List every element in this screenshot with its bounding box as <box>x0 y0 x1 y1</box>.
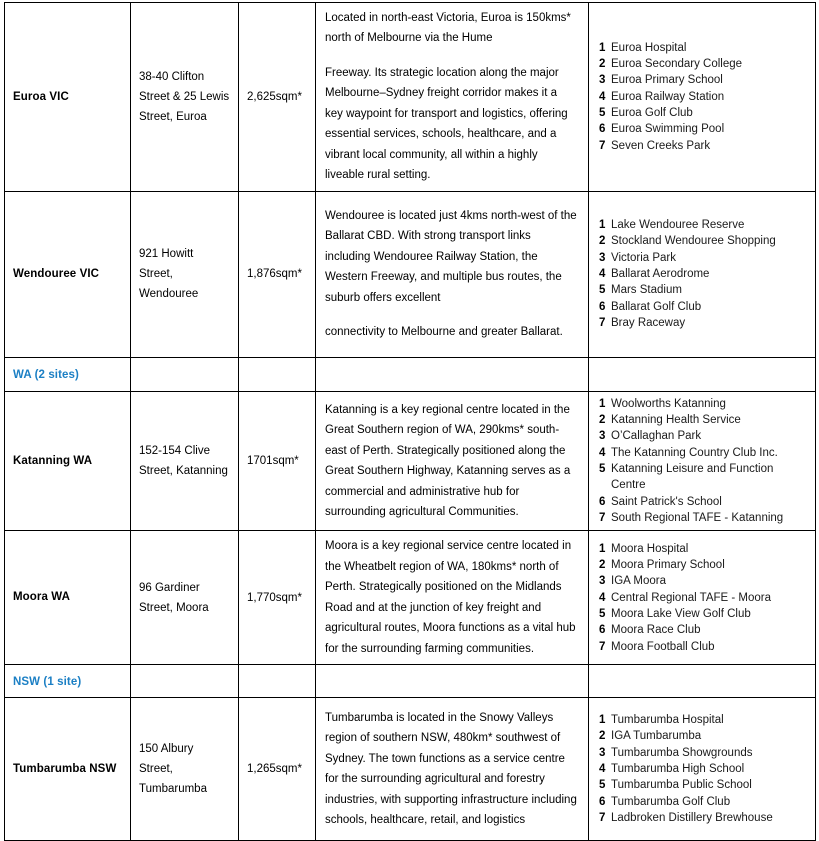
amenity-item: The Katanning Country Club Inc. <box>611 446 778 459</box>
amenity-item: Bray Raceway <box>611 317 686 330</box>
amenity-item: Tumbarumba High School <box>611 763 745 776</box>
site-area: 2,625sqm* <box>247 90 302 103</box>
description-paragraph: Moora is a key regional service centre located in the Wheatbelt region of WA, 180kms* north of Perth. Strategically positioned on the Midlands Road and at the junction of key freight and agricultural routes, Moora functions as a vital hub for the surrounding farming communities. <box>325 540 576 655</box>
section-empty-description <box>316 665 589 698</box>
section-empty-area <box>239 357 316 391</box>
site-area-cell <box>239 698 316 841</box>
site-row <box>5 3 816 192</box>
section-empty-amenities <box>589 665 816 698</box>
site-name: Katanning WA <box>13 454 93 467</box>
site-address-cell <box>131 391 239 531</box>
amenity-item: Woolworths Katanning <box>611 397 726 410</box>
amenities-list <box>589 36 815 158</box>
amenity-item: Central Regional TAFE - Moora <box>611 591 772 604</box>
description-paragraph: Tumbarumba is located in the Snowy Valleys region of southern NSW, 480km* southwest of Sydney. The town functions as a service centre for the surrounding agricultural and forestry industries, with supporting infrastructure including schools, healthcare, retail, and logistics <box>325 711 577 827</box>
amenity-item: Stockland Wendouree Shopping <box>611 235 776 248</box>
amenity-item: Moora Hospital <box>611 542 689 555</box>
amenity-item: IGA Tumbarumba <box>611 730 702 743</box>
amenity-item: IGA Moora <box>611 575 666 588</box>
site-area: 1,265sqm* <box>247 762 302 775</box>
site-address-cell <box>131 191 239 357</box>
site-name-cell <box>5 698 131 841</box>
site-name-cell <box>5 391 131 531</box>
site-row <box>5 698 816 841</box>
site-area: 1,876sqm* <box>247 268 302 281</box>
site-description-cell <box>316 531 589 665</box>
section-empty-amenities <box>589 357 816 391</box>
amenity-item: Euroa Swimming Pool <box>611 123 725 136</box>
section-empty-address <box>131 665 239 698</box>
section-header-cell <box>5 357 131 391</box>
site-description <box>316 3 588 191</box>
description-paragraph: Freeway. Its strategic location along the major Melbourne–Sydney freight corridor makes it a key waypoint for transport and logistics, offering essential services, schools, healthcare, and a vibrant local community, all within a highly liveable rural setting. <box>325 66 568 182</box>
site-address: 921 Howitt Street, Wendouree <box>139 248 199 301</box>
section-empty-address <box>131 357 239 391</box>
site-address: 152-154 Clive Street, Katanning <box>139 444 228 478</box>
amenity-item: Seven Creeks Park <box>611 139 711 152</box>
amenity-item: Moora Primary School <box>611 558 725 571</box>
site-amenities-cell <box>589 191 816 357</box>
site-area-cell <box>239 531 316 665</box>
section-header-row <box>5 357 816 391</box>
section-header-cell <box>5 665 131 698</box>
site-area: 1,770sqm* <box>247 591 302 604</box>
amenity-item: Tumbarumba Golf Club <box>611 795 731 808</box>
amenities-list <box>589 537 815 659</box>
amenity-item: South Regional TAFE - Katanning <box>611 512 784 525</box>
section-header-row <box>5 665 816 698</box>
description-paragraph: connectivity to Melbourne and greater Ballarat. <box>325 326 563 339</box>
amenity-item: Tumbarumba Public School <box>611 779 752 792</box>
site-amenities-cell <box>589 531 816 665</box>
site-name-cell <box>5 531 131 665</box>
site-description-cell <box>316 391 589 531</box>
section-label: NSW (1 site) <box>13 676 82 689</box>
amenity-item: Mars Stadium <box>611 284 682 297</box>
sites-table <box>4 2 816 841</box>
site-description <box>316 703 588 836</box>
amenity-item: Ballarat Aerodrome <box>611 268 710 281</box>
site-address: 150 Albury Street, Tumbarumba <box>139 743 207 796</box>
amenity-item: O’Callaghan Park <box>611 430 702 443</box>
sites-table-body <box>5 3 816 841</box>
amenity-item: Ladbroken Distillery Brewhouse <box>611 812 773 824</box>
amenity-item: Victoria Park <box>611 251 676 264</box>
site-area-cell <box>239 3 316 192</box>
site-amenities-cell <box>589 3 816 192</box>
site-name: Moora WA <box>13 591 71 604</box>
site-row <box>5 391 816 531</box>
site-description <box>316 531 588 664</box>
description-paragraph: Wendouree is located just 4kms north-west of the Ballarat CBD. With strong transport links including Wendouree Railway Station, the Western Freeway, and multiple bus routes, the suburb offers excellent <box>325 209 577 304</box>
site-description-cell <box>316 3 589 192</box>
site-address-cell <box>131 698 239 841</box>
amenity-item: Moora Race Club <box>611 624 701 637</box>
site-amenities-cell <box>589 698 816 841</box>
amenities-list <box>589 392 815 531</box>
site-description-cell <box>316 698 589 841</box>
amenity-item: Moora Football Club <box>611 640 715 653</box>
section-empty-area <box>239 665 316 698</box>
site-row <box>5 191 816 357</box>
amenity-item: Euroa Primary School <box>611 74 723 87</box>
amenities-list <box>589 213 815 335</box>
site-address-cell <box>131 3 239 192</box>
site-name: Wendouree VIC <box>13 267 100 280</box>
site-address: 38-40 Clifton Street & 25 Lewis Street, Euroa <box>139 70 230 123</box>
amenity-item: Euroa Golf Club <box>611 107 693 120</box>
section-label: WA (2 sites) <box>13 369 79 382</box>
amenity-item: Saint Patrick's School <box>611 495 722 508</box>
amenity-item: Tumbarumba Hospital <box>611 714 724 727</box>
site-description-cell <box>316 191 589 357</box>
description-paragraph: Katanning is a key regional centre located in the Great Southern region of WA, 290kms* south-east of Perth. Strategically positioned along the Great Southern Highway, Katanning serves as a commercial and administrative hub for surrounding agricultural Communities. <box>325 403 571 518</box>
amenity-item: Katanning Health Service <box>611 414 741 427</box>
amenities-list <box>589 708 815 830</box>
site-area: 1701sqm* <box>247 454 299 467</box>
site-name: Euroa VIC <box>13 90 69 103</box>
description-paragraph: Located in north-east Victoria, Euroa is 150kms* north of Melbourne via the Hume <box>325 12 571 45</box>
site-name-cell <box>5 191 131 357</box>
site-name-cell <box>5 3 131 192</box>
amenity-item: Euroa Hospital <box>611 41 687 54</box>
site-area-cell <box>239 391 316 531</box>
site-description <box>316 201 588 348</box>
site-row <box>5 531 816 665</box>
site-name: Tumbarumba NSW <box>13 762 117 775</box>
site-amenities-cell <box>589 391 816 531</box>
site-address: 96 Gardiner Street, Moora <box>139 581 209 614</box>
amenity-item: Katanning Leisure and Function Centre <box>611 463 774 492</box>
amenity-item: Lake Wendouree Reserve <box>611 219 745 232</box>
amenity-item: Ballarat Golf Club <box>611 300 702 313</box>
site-description <box>316 395 588 528</box>
amenity-item: Euroa Railway Station <box>611 90 725 103</box>
amenity-item: Tumbarumba Showgrounds <box>611 746 753 759</box>
site-address-cell <box>131 531 239 665</box>
amenity-item: Moora Lake View Golf Club <box>611 607 751 620</box>
site-area-cell <box>239 191 316 357</box>
section-empty-description <box>316 357 589 391</box>
amenity-item: Euroa Secondary College <box>611 58 743 71</box>
